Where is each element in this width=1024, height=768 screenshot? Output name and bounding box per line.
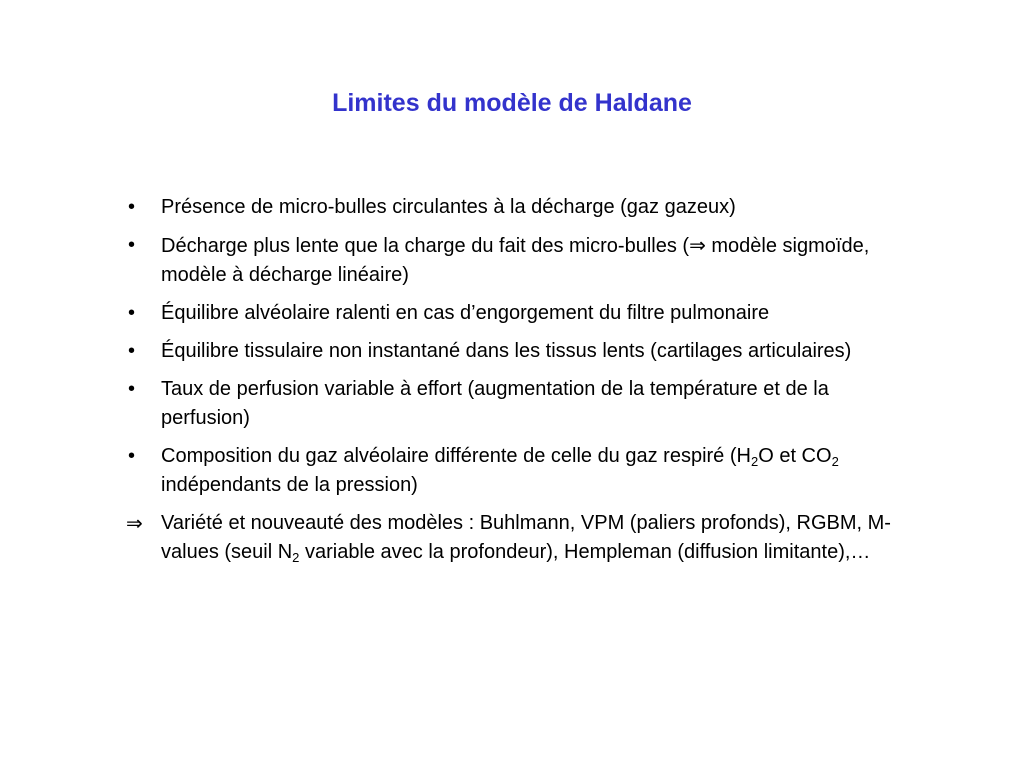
- bullet-text: Présence de micro-bulles circulantes à la décharge (gaz gazeux): [161, 196, 736, 218]
- bullet-text: Équilibre alvéolaire ralenti en cas d’engorgement du filtre pulmonaire: [161, 302, 770, 324]
- bullet-item-gas-composition: [128, 442, 898, 500]
- conclusion-item: [128, 509, 898, 567]
- subscript: 2: [292, 550, 300, 565]
- implies-arrow-icon: ⇒: [126, 511, 143, 535]
- bullet-item-slow-discharge: [128, 231, 898, 290]
- subscript: 2: [831, 454, 839, 469]
- bullet-item-microbubbles: [128, 193, 898, 222]
- bullet-item-alveolar-equilibrium: [128, 299, 898, 328]
- bullet-text: Composition du gaz alvéolaire différente de celle du gaz respiré (H: [161, 445, 751, 467]
- bullet-icon: •: [128, 234, 136, 256]
- implies-arrow-icon: ⇒: [689, 233, 706, 257]
- bullet-icon: •: [128, 445, 136, 467]
- bullet-icon: •: [128, 196, 136, 218]
- bullet-text: Décharge plus lente que la charge du fait des micro-bulles (: [161, 235, 690, 257]
- subscript: 2: [750, 454, 759, 469]
- conclusion-text: variable avec la profondeur), Hempleman (diffusion limitante),…: [299, 541, 871, 563]
- bullet-text: O et CO: [758, 445, 832, 467]
- bullet-item-tissue-equilibrium: [128, 337, 898, 366]
- slide-title: Limites du modèle de Haldane: [332, 89, 692, 117]
- bullet-text: indépendants de la pression): [161, 474, 418, 496]
- bullet-icon: •: [128, 302, 136, 324]
- bullet-text: Équilibre tissulaire non instantané dans les tissus lents (cartilages articulaires): [161, 340, 852, 362]
- bullet-icon: •: [128, 378, 136, 400]
- conclusion-text: Variété et nouveauté des modèles : Buhlmann, VPM (paliers profonds), RGBM, M-values (seuil N: [161, 512, 891, 563]
- bullet-icon: •: [128, 340, 136, 362]
- bullet-item-perfusion-rate: [128, 375, 898, 433]
- bullet-text: Taux de perfusion variable à effort (augmentation de la température et de la perfusion): [161, 378, 829, 429]
- bullet-text: modèle sigmoïde, modèle à décharge linéaire): [161, 235, 870, 286]
- bullet-list: [128, 193, 898, 576]
